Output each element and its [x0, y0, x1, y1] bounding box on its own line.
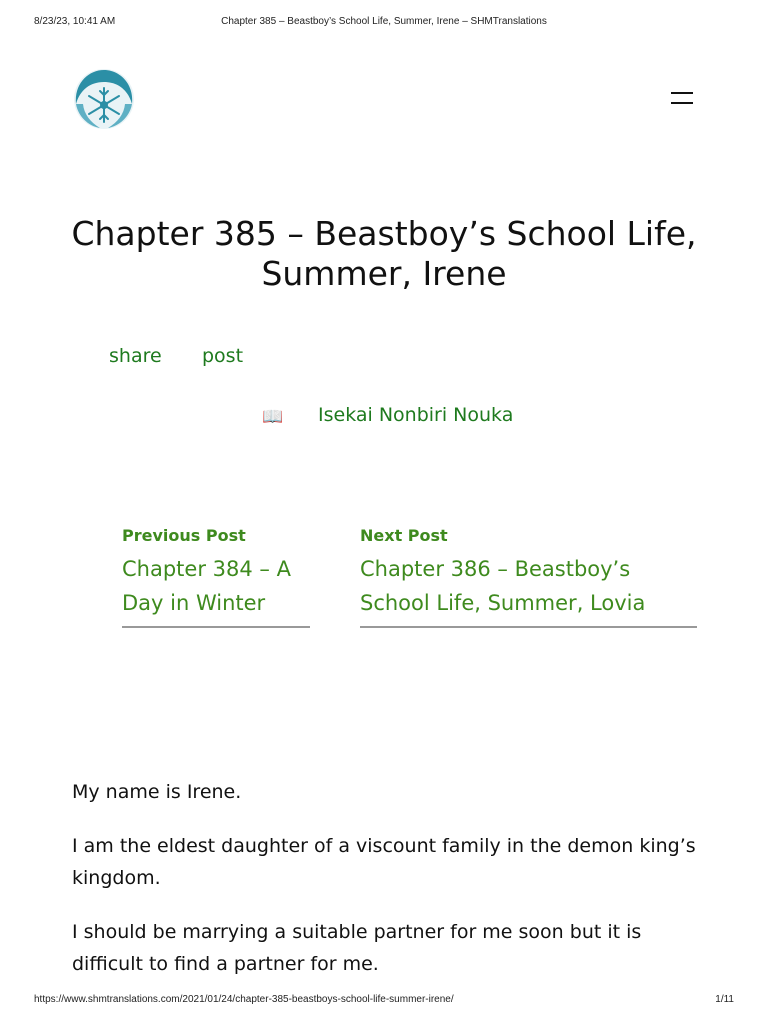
content-paragraph: I should be marrying a suitable partner for me soon but it is difficult to find a partner for me.: [72, 921, 642, 975]
print-page-title: Chapter 385 – Beastboy’s School Life, Summer, Irene – SHMTranslations: [221, 16, 547, 27]
series-link[interactable]: Isekai Nonbiri Nouka: [318, 404, 514, 426]
post-title: Chapter 385 – Beastboy’s School Life, Summer, Irene: [71, 214, 697, 293]
previous-post-label: Previous Post: [122, 526, 246, 545]
next-post-label: Next Post: [360, 526, 448, 545]
content-paragraph: I am the eldest daughter of a viscount family in the demon king’s kingdom.: [72, 835, 696, 889]
post-link[interactable]: post: [202, 345, 244, 367]
share-link[interactable]: share: [109, 345, 162, 367]
open-book-icon: 📖: [262, 407, 284, 427]
site-logo[interactable]: [70, 66, 138, 132]
post-content: [72, 776, 702, 1002]
divider: [360, 626, 697, 628]
hamburger-menu-icon: [671, 92, 693, 94]
next-post-nav: [360, 524, 697, 628]
print-url: https://www.shmtranslations.com/2021/01/24/chapter-385-beastboys-school-life-summer-irene/: [34, 994, 454, 1005]
print-date: 8/23/23, 10:41 AM: [34, 16, 116, 27]
print-page-number: 1/11: [715, 994, 734, 1005]
hamburger-menu-icon-bar: [671, 102, 693, 104]
print-header: [0, 16, 768, 30]
previous-post-nav: [122, 524, 310, 628]
print-footer: [0, 994, 768, 1008]
divider: [122, 626, 310, 628]
snowflake-wreath-logo-icon: [70, 66, 138, 132]
previous-post-link[interactable]: Chapter 384 – A Day in Winter: [122, 557, 291, 615]
next-post-link[interactable]: Chapter 386 – Beastboy’s School Life, Summer, Lovia: [360, 557, 646, 615]
menu-toggle-button[interactable]: [669, 88, 695, 110]
content-paragraph: My name is Irene.: [72, 781, 242, 803]
